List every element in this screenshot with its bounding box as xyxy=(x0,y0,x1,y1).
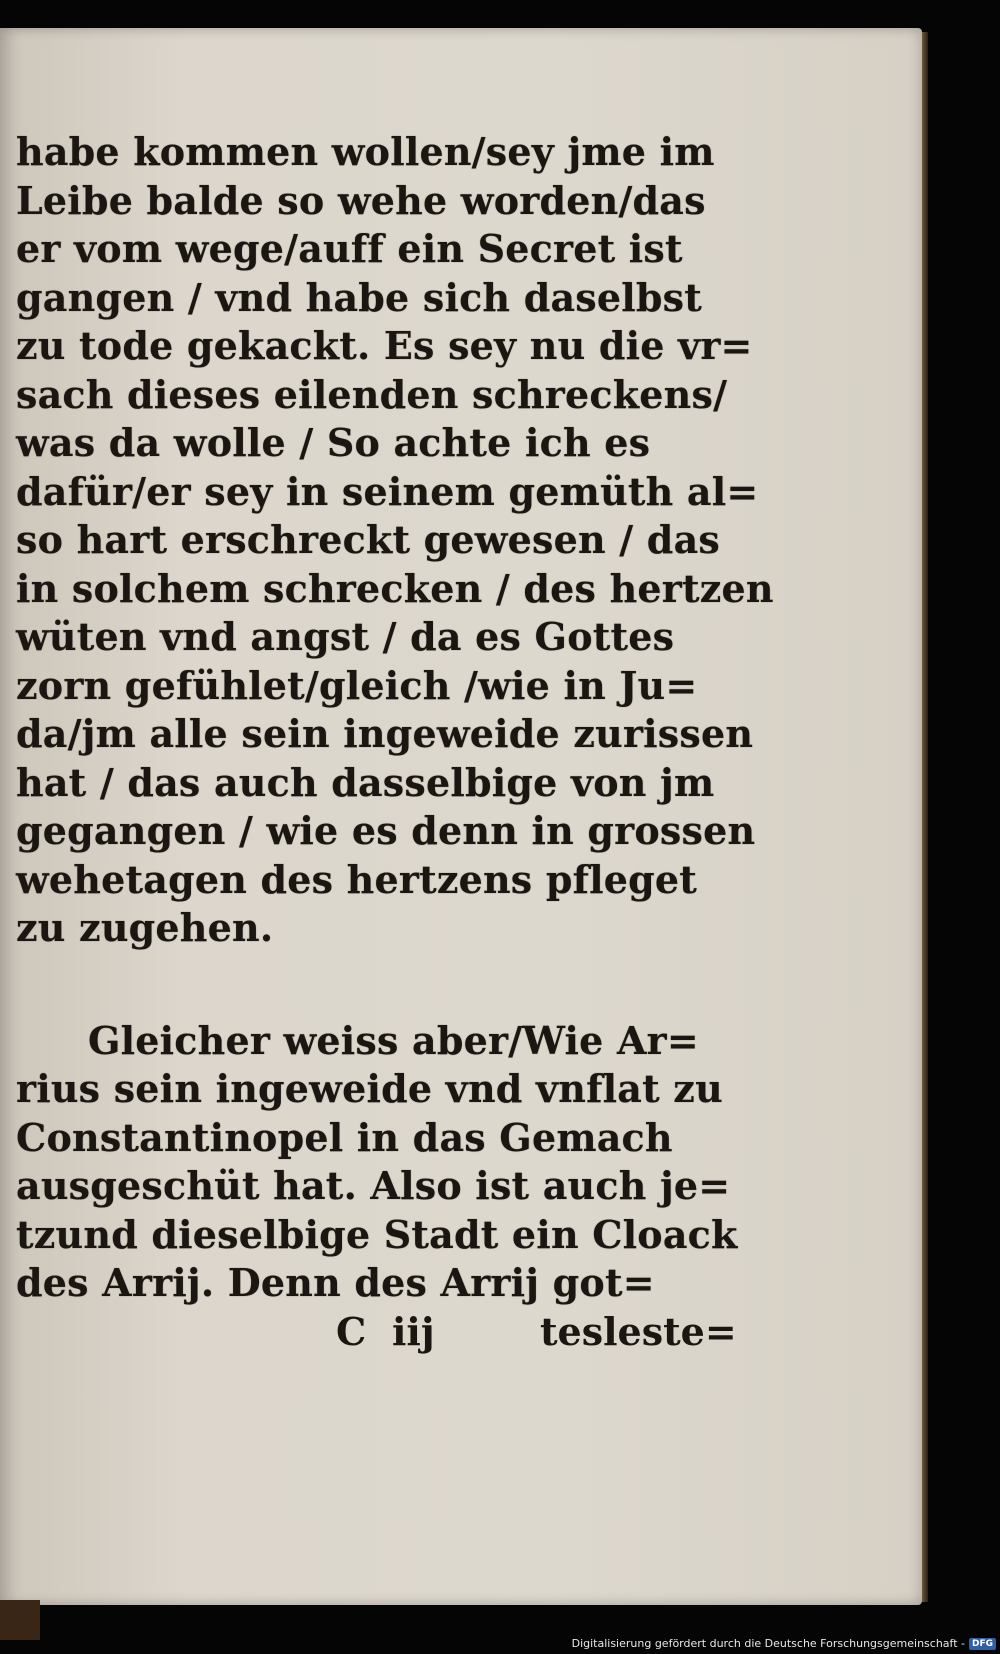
text-line: dafür/er sey in seinem gemüth al= xyxy=(16,468,759,514)
text-line: tzund dieselbige Stadt ein Cloack xyxy=(16,1211,738,1257)
text-line: gegangen / wie es denn in grossen xyxy=(16,808,756,853)
catchword: tesleste= xyxy=(540,1308,737,1354)
text-line: in solchem schrecken / des hertzen xyxy=(16,565,774,611)
text-line: zorn gefühlet/gleich /wie in Ju= xyxy=(16,662,698,708)
text-line: Constantinopel in das Gemach xyxy=(16,1114,673,1160)
text-line: zu zugehen. xyxy=(16,905,274,950)
text-line: so hart erschreckt gewesen / das xyxy=(16,517,720,562)
signature-mark: C xyxy=(336,1308,367,1354)
text-line: des Arrij. Denn des Arrij got= xyxy=(16,1260,655,1305)
text-line: ausgeschüt hat. Also ist auch je= xyxy=(16,1163,731,1208)
text-line: Gleicher weiss aber/Wie Ar= xyxy=(88,1017,699,1063)
text-line: gangen / vnd habe sich daselbst xyxy=(16,274,703,320)
text-line: wüten vnd angst / da es Gottes xyxy=(16,614,675,659)
text-line: da/jm alle sein ingeweide zurissen xyxy=(16,711,754,756)
text-line: hat / das auch dasselbige von jm xyxy=(16,759,715,805)
digitization-credit xyxy=(572,1637,996,1650)
text-line: Leibe balde so wehe worden/das xyxy=(16,177,706,223)
text-line: er vom wege/auff ein Secret ist xyxy=(16,226,683,271)
dfg-logo: DFG xyxy=(969,1638,996,1650)
credit-text: Digitalisierung gefördert durch die Deutsche Forschungsgemeinschaft - xyxy=(571,1637,965,1650)
folio-number: iij xyxy=(392,1308,435,1354)
page-text xyxy=(16,128,774,1356)
page-edge xyxy=(922,32,928,1602)
text-line: sach dieses eilenden schreckens/ xyxy=(16,371,728,417)
text-line: habe kommen wollen/sey jme im xyxy=(16,129,715,174)
signature-line xyxy=(16,1308,736,1357)
text-line: wehetagen des hertzens pfleget xyxy=(16,856,698,902)
text-line: rius sein ingeweide vnd vnflat zu xyxy=(16,1066,723,1111)
text-line: zu tode gekackt. Es sey nu die vr= xyxy=(16,323,753,368)
text-line: was da wolle / So achte ich es xyxy=(16,420,651,465)
binding-corner xyxy=(0,1600,40,1640)
